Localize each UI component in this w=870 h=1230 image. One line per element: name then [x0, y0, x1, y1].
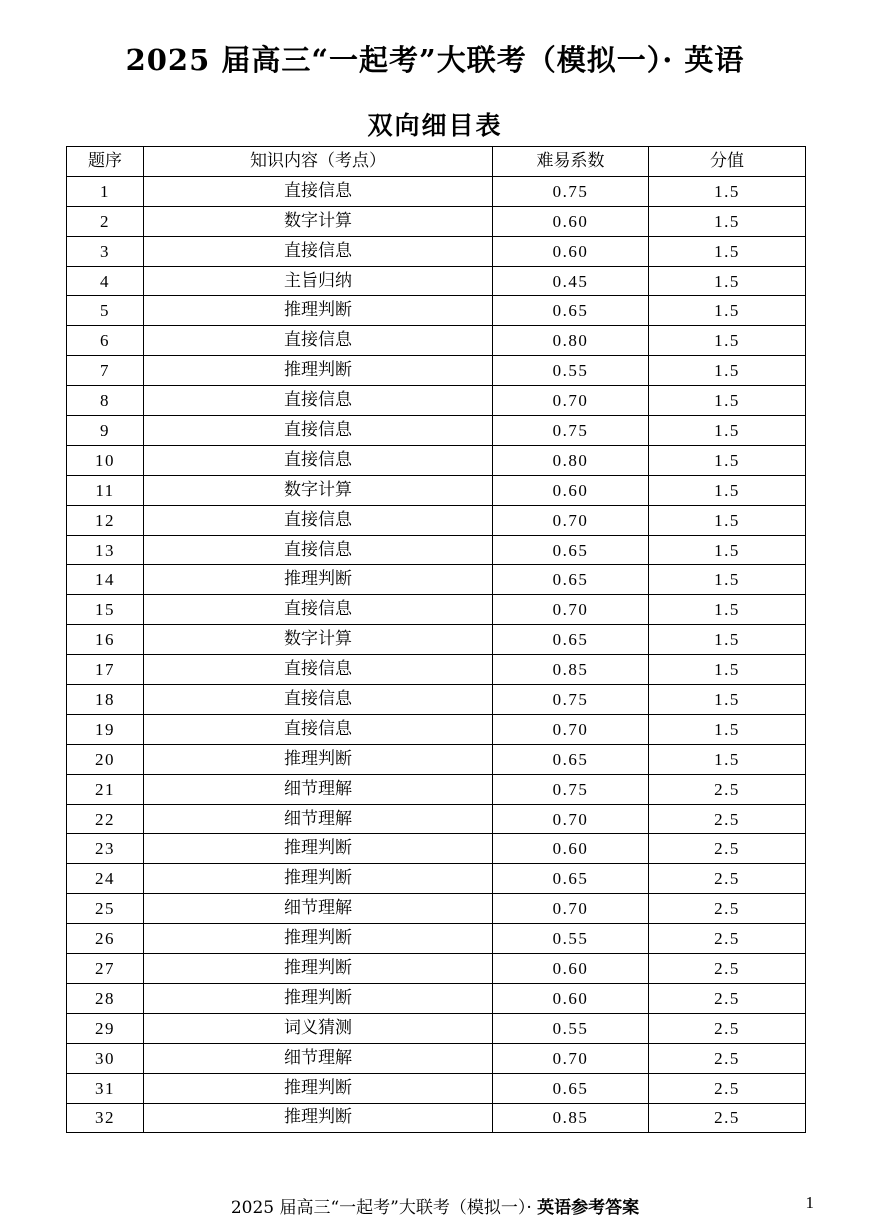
cell-question-number: 26 — [67, 924, 144, 954]
cell-knowledge-content: 直接信息 — [144, 326, 493, 356]
cell-difficulty: 0.70 — [493, 804, 649, 834]
cell-score: 2.5 — [649, 834, 806, 864]
cell-knowledge-content: 推理判断 — [144, 834, 493, 864]
page-title: 2025 届高三“一起考”大联考（模拟一）· 英语 — [125, 43, 745, 77]
cell-difficulty: 0.45 — [493, 266, 649, 296]
cell-question-number: 4 — [67, 266, 144, 296]
cell-knowledge-content: 推理判断 — [144, 1073, 493, 1103]
cell-question-number: 24 — [67, 864, 144, 894]
cell-score: 1.5 — [649, 625, 806, 655]
table-row — [67, 326, 806, 356]
cell-difficulty: 0.70 — [493, 595, 649, 625]
table-row — [67, 774, 806, 804]
cell-score: 1.5 — [649, 535, 806, 565]
table-row — [67, 983, 806, 1013]
cell-knowledge-content: 推理判断 — [144, 565, 493, 595]
cell-question-number: 5 — [67, 296, 144, 326]
cell-question-number: 2 — [67, 206, 144, 236]
cell-score: 2.5 — [649, 864, 806, 894]
cell-difficulty: 0.55 — [493, 924, 649, 954]
cell-question-number: 32 — [67, 1103, 144, 1133]
table-row — [67, 535, 806, 565]
cell-question-number: 22 — [67, 804, 144, 834]
cell-knowledge-content: 数字计算 — [144, 625, 493, 655]
footer-text-bold: 英语参考答案 — [537, 1198, 640, 1218]
cell-difficulty: 0.75 — [493, 685, 649, 715]
cell-knowledge-content: 直接信息 — [144, 714, 493, 744]
specification-table — [66, 146, 806, 1133]
cell-difficulty: 0.70 — [493, 386, 649, 416]
table-row — [67, 386, 806, 416]
cell-question-number: 25 — [67, 894, 144, 924]
cell-difficulty: 0.70 — [493, 714, 649, 744]
cell-score: 1.5 — [649, 445, 806, 475]
cell-score: 1.5 — [649, 176, 806, 206]
cell-score: 1.5 — [649, 326, 806, 356]
cell-knowledge-content: 推理判断 — [144, 356, 493, 386]
cell-question-number: 16 — [67, 625, 144, 655]
cell-score: 2.5 — [649, 954, 806, 984]
cell-difficulty: 0.85 — [493, 1103, 649, 1133]
table-title: 双向细目表 — [367, 111, 503, 140]
cell-score: 1.5 — [649, 565, 806, 595]
cell-question-number: 28 — [67, 983, 144, 1013]
cell-difficulty: 0.65 — [493, 625, 649, 655]
cell-difficulty: 0.60 — [493, 475, 649, 505]
column-header-score: 分值 — [649, 147, 806, 177]
cell-question-number: 11 — [67, 475, 144, 505]
cell-difficulty: 0.60 — [493, 236, 649, 266]
cell-difficulty: 0.75 — [493, 774, 649, 804]
cell-knowledge-content: 主旨归纳 — [144, 266, 493, 296]
cell-score: 1.5 — [649, 744, 806, 774]
cell-question-number: 27 — [67, 954, 144, 984]
table-row — [67, 625, 806, 655]
cell-score: 2.5 — [649, 1013, 806, 1043]
cell-difficulty: 0.60 — [493, 983, 649, 1013]
cell-knowledge-content: 直接信息 — [144, 386, 493, 416]
table-row — [67, 804, 806, 834]
cell-question-number: 7 — [67, 356, 144, 386]
column-header-knowledge-content: 知识内容（考点） — [144, 147, 493, 177]
cell-knowledge-content: 细节理解 — [144, 894, 493, 924]
cell-difficulty: 0.55 — [493, 1013, 649, 1043]
cell-difficulty: 0.70 — [493, 505, 649, 535]
cell-knowledge-content: 直接信息 — [144, 505, 493, 535]
cell-question-number: 18 — [67, 685, 144, 715]
cell-score: 1.5 — [649, 206, 806, 236]
cell-question-number: 12 — [67, 505, 144, 535]
cell-difficulty: 0.60 — [493, 834, 649, 864]
cell-difficulty: 0.65 — [493, 565, 649, 595]
table-row — [67, 655, 806, 685]
cell-knowledge-content: 直接信息 — [144, 655, 493, 685]
cell-difficulty: 0.75 — [493, 416, 649, 446]
page-footer — [0, 1193, 870, 1218]
cell-question-number: 19 — [67, 714, 144, 744]
cell-question-number: 15 — [67, 595, 144, 625]
cell-difficulty: 0.60 — [493, 206, 649, 236]
table-row — [67, 206, 806, 236]
table-row — [67, 834, 806, 864]
cell-score: 2.5 — [649, 983, 806, 1013]
cell-question-number: 3 — [67, 236, 144, 266]
cell-score: 1.5 — [649, 356, 806, 386]
cell-knowledge-content: 直接信息 — [144, 176, 493, 206]
table-row — [67, 1103, 806, 1133]
cell-knowledge-content: 直接信息 — [144, 595, 493, 625]
cell-knowledge-content: 直接信息 — [144, 535, 493, 565]
cell-knowledge-content: 直接信息 — [144, 416, 493, 446]
cell-question-number: 9 — [67, 416, 144, 446]
cell-score: 2.5 — [649, 1043, 806, 1073]
table-row — [67, 416, 806, 446]
cell-difficulty: 0.65 — [493, 864, 649, 894]
cell-question-number: 20 — [67, 744, 144, 774]
table-header-row — [67, 147, 806, 177]
cell-knowledge-content: 推理判断 — [144, 954, 493, 984]
cell-difficulty: 0.65 — [493, 296, 649, 326]
table-body — [67, 176, 806, 1133]
table-row — [67, 894, 806, 924]
cell-question-number: 23 — [67, 834, 144, 864]
cell-score: 1.5 — [649, 595, 806, 625]
table-row — [67, 595, 806, 625]
cell-difficulty: 0.80 — [493, 445, 649, 475]
table-row — [67, 565, 806, 595]
cell-difficulty: 0.65 — [493, 1073, 649, 1103]
cell-knowledge-content: 词义猜测 — [144, 1013, 493, 1043]
cell-question-number: 1 — [67, 176, 144, 206]
cell-knowledge-content: 推理判断 — [144, 924, 493, 954]
cell-score: 2.5 — [649, 774, 806, 804]
cell-question-number: 31 — [67, 1073, 144, 1103]
cell-difficulty: 0.55 — [493, 356, 649, 386]
table-row — [67, 685, 806, 715]
cell-score: 2.5 — [649, 894, 806, 924]
cell-knowledge-content: 数字计算 — [144, 206, 493, 236]
cell-score: 1.5 — [649, 416, 806, 446]
cell-knowledge-content: 推理判断 — [144, 983, 493, 1013]
table-row — [67, 1073, 806, 1103]
page-number: 1 — [805, 1193, 814, 1212]
cell-difficulty: 0.80 — [493, 326, 649, 356]
table-row — [67, 744, 806, 774]
table-row — [67, 714, 806, 744]
cell-question-number: 30 — [67, 1043, 144, 1073]
cell-score: 1.5 — [649, 475, 806, 505]
cell-question-number: 13 — [67, 535, 144, 565]
table-row — [67, 924, 806, 954]
cell-question-number: 6 — [67, 326, 144, 356]
cell-score: 1.5 — [649, 236, 806, 266]
table-row — [67, 266, 806, 296]
table-row — [67, 176, 806, 206]
cell-question-number: 29 — [67, 1013, 144, 1043]
cell-question-number: 14 — [67, 565, 144, 595]
cell-score: 2.5 — [649, 1073, 806, 1103]
table-row — [67, 296, 806, 326]
cell-score: 1.5 — [649, 296, 806, 326]
cell-question-number: 17 — [67, 655, 144, 685]
cell-difficulty: 0.70 — [493, 894, 649, 924]
column-header-difficulty: 难易系数 — [493, 147, 649, 177]
cell-difficulty: 0.85 — [493, 655, 649, 685]
table-row — [67, 954, 806, 984]
cell-knowledge-content: 推理判断 — [144, 1103, 493, 1133]
cell-score: 2.5 — [649, 924, 806, 954]
cell-knowledge-content: 直接信息 — [144, 445, 493, 475]
cell-difficulty: 0.65 — [493, 744, 649, 774]
table-row — [67, 864, 806, 894]
table-row — [67, 445, 806, 475]
cell-score: 1.5 — [649, 714, 806, 744]
cell-score: 1.5 — [649, 505, 806, 535]
cell-score: 2.5 — [649, 804, 806, 834]
table-row — [67, 356, 806, 386]
footer-text: 2025 届高三“一起考”大联考（模拟一）· — [230, 1198, 538, 1218]
cell-knowledge-content: 推理判断 — [144, 296, 493, 326]
table-row — [67, 236, 806, 266]
cell-knowledge-content: 推理判断 — [144, 864, 493, 894]
cell-knowledge-content: 数字计算 — [144, 475, 493, 505]
cell-score: 1.5 — [649, 266, 806, 296]
cell-knowledge-content: 细节理解 — [144, 774, 493, 804]
table-row — [67, 475, 806, 505]
cell-score: 1.5 — [649, 655, 806, 685]
cell-difficulty: 0.70 — [493, 1043, 649, 1073]
cell-score: 2.5 — [649, 1103, 806, 1133]
cell-question-number: 21 — [67, 774, 144, 804]
cell-knowledge-content: 直接信息 — [144, 236, 493, 266]
cell-difficulty: 0.75 — [493, 176, 649, 206]
cell-question-number: 8 — [67, 386, 144, 416]
cell-knowledge-content: 细节理解 — [144, 1043, 493, 1073]
table-row — [67, 1043, 806, 1073]
cell-question-number: 10 — [67, 445, 144, 475]
cell-difficulty: 0.65 — [493, 535, 649, 565]
column-header-question-number: 题序 — [67, 147, 144, 177]
cell-difficulty: 0.60 — [493, 954, 649, 984]
cell-knowledge-content: 细节理解 — [144, 804, 493, 834]
cell-knowledge-content: 直接信息 — [144, 685, 493, 715]
cell-knowledge-content: 推理判断 — [144, 744, 493, 774]
table-row — [67, 1013, 806, 1043]
cell-score: 1.5 — [649, 386, 806, 416]
table-row — [67, 505, 806, 535]
cell-score: 1.5 — [649, 685, 806, 715]
